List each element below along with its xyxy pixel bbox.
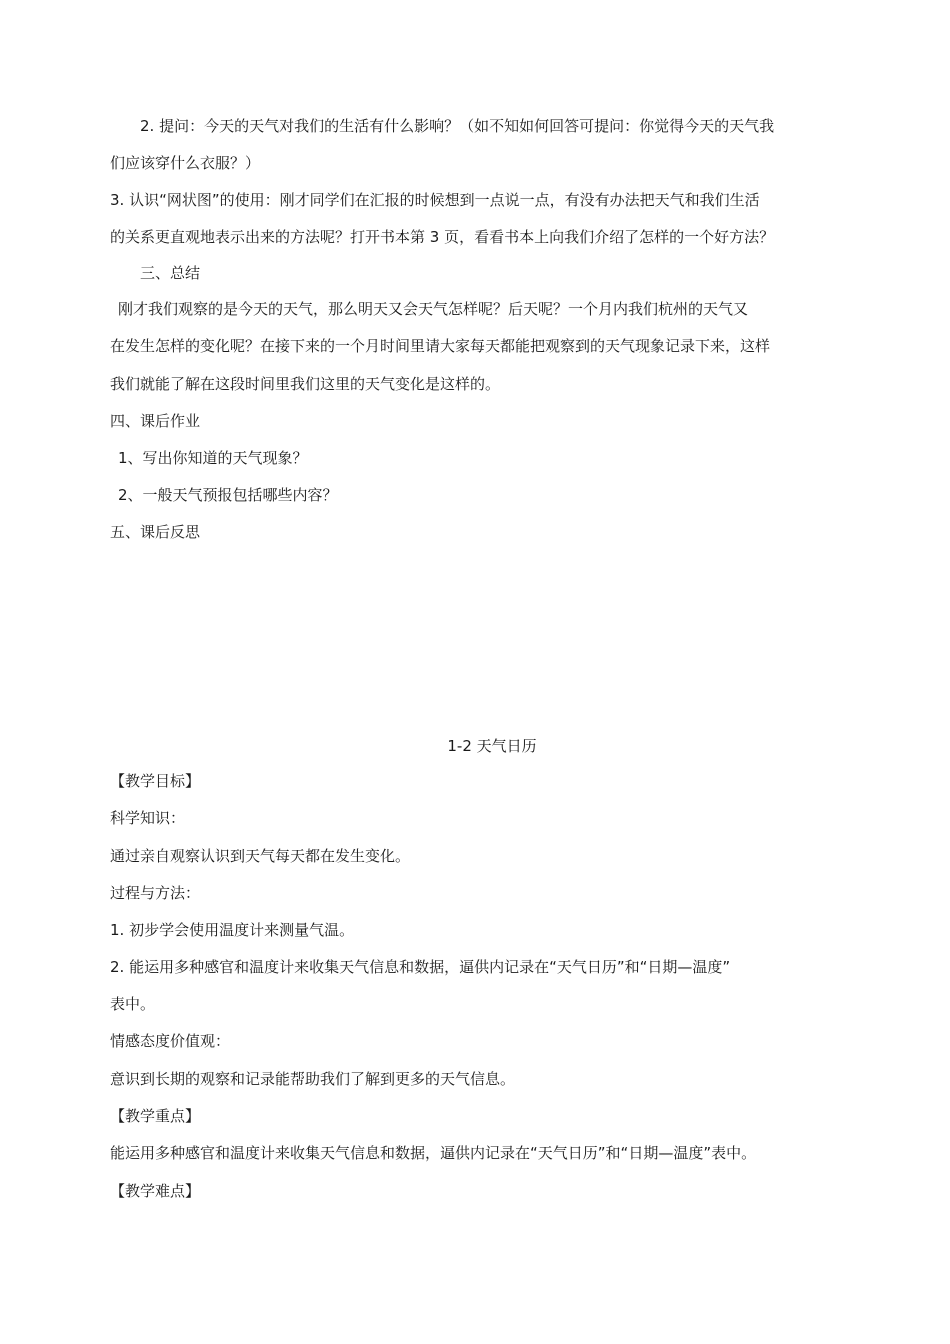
- knowledge-label: 科学知识：: [110, 809, 186, 827]
- process-label: 过程与方法：: [110, 884, 201, 902]
- knowledge-text: 通过亲自观察认识到天气每天都在发生变化。: [110, 847, 411, 865]
- goal-heading: 【教学目标】: [110, 772, 201, 790]
- summary-line-2: 在发生怎样的变化呢？在接下来的一个月时间里请大家每天都能把观察到的天气现象记录下来，这样: [110, 337, 771, 355]
- key-heading: 【教学重点】: [110, 1107, 201, 1125]
- process-item-2-line-1: 2. 能运用多种感官和温度计来收集天气信息和数据，逼供内记录在“天气日历”和“日期—温度”: [110, 958, 731, 976]
- homework-item-2: 2、一般天气预报包括哪些内容？: [118, 486, 338, 504]
- question-3-line-2: 的关系更直观地表示出来的方法呢？打开书本第 3 页，看看书本上向我们介绍了怎样的一个好方法？: [110, 228, 775, 246]
- summary-heading: 三、总结: [140, 264, 201, 282]
- question-3-line-1: 3. 认识“网状图”的使用：刚才同学们在汇报的时候想到一点说一点，有没有办法把天气和我们生活: [110, 191, 760, 209]
- key-text: 能运用多种感官和温度计来收集天气信息和数据，逼供内记录在“天气日历”和“日期—温度”表中。: [110, 1144, 757, 1162]
- lesson-title: 1-2 天气日历: [447, 737, 537, 755]
- process-item-1: 1. 初步学会使用温度计来测量气温。: [110, 921, 355, 939]
- process-item-2-line-2: 表中。: [110, 995, 156, 1013]
- homework-heading: 四、课后作业: [110, 412, 201, 430]
- summary-line-3: 我们就能了解在这段时间里我们这里的天气变化是这样的。: [110, 375, 501, 393]
- question-2-line-2: 们应该穿什么衣服？）: [110, 154, 261, 172]
- question-2-line-1: 2. 提问：今天的天气对我们的生活有什么影响？（如不知如何回答可提问：你觉得今天的天气我: [140, 117, 775, 135]
- reflection-heading: 五、课后反思: [110, 523, 201, 541]
- attitude-label: 情感态度价值观：: [110, 1032, 231, 1050]
- attitude-text: 意识到长期的观察和记录能帮助我们了解到更多的天气信息。: [110, 1070, 516, 1088]
- summary-line-1: 刚才我们观察的是今天的天气，那么明天又会天气怎样呢？后天呢？一个月内我们杭州的天气又: [118, 300, 749, 318]
- homework-item-1: 1、写出你知道的天气现象？: [118, 449, 308, 467]
- difficulty-heading: 【教学难点】: [110, 1182, 201, 1200]
